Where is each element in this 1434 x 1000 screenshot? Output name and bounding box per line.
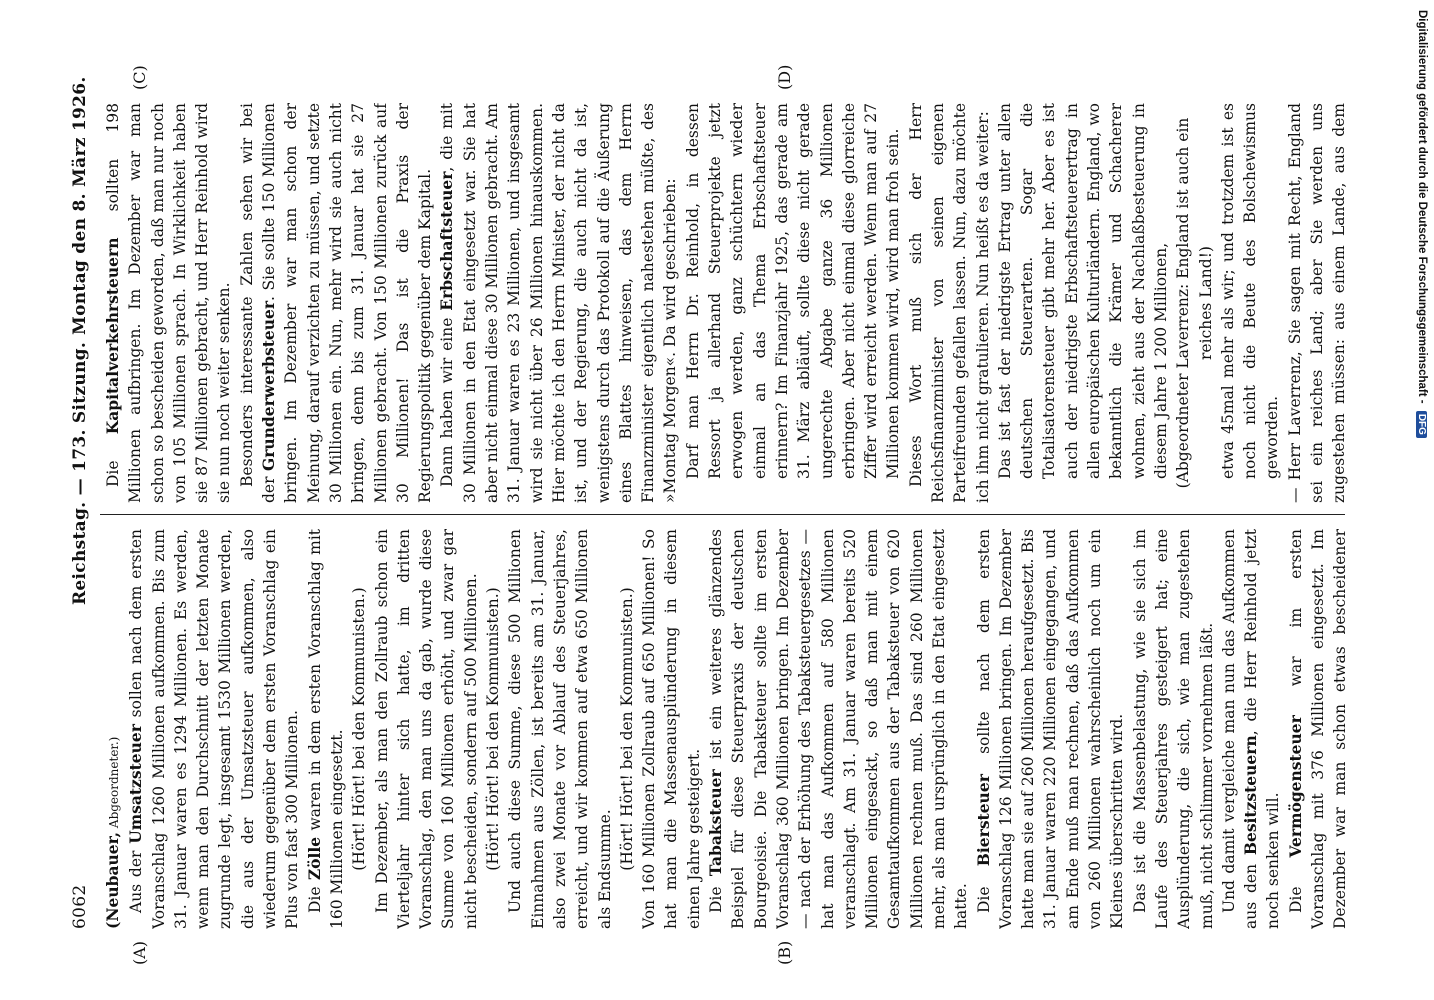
document-page	[70, 64, 1360, 965]
paragraph	[705, 529, 973, 929]
paragraph	[1284, 103, 1352, 503]
interjection	[1172, 103, 1217, 503]
paragraph	[638, 529, 705, 929]
paragraph	[1129, 529, 1218, 929]
paragraph	[905, 103, 994, 503]
text-run: war im ersten Voranschlag mit 376 Millionen eingesetzt. Im Dezember war man schon etwas bescheidener	[1286, 529, 1350, 929]
funding-note-text: Digitalisierung gefördert durch die Deutsche Forschungsgemeinschaft -	[1416, 10, 1428, 404]
text-run: ist ein weiteres glänzendes Beispiel für diese Steuerpraxis der deutschen Bourgeoisie. Die Tabaksteuer sollte im ersten Voranschlag 360 Millionen bringen. Im Dezember — nach der Erhöhung des Tabaksteuergesetzes — hat man das Aufkommen auf 580 Millionen veranschlagt. Am 31. Januar waren bereits 520 Millionen eingesackt, so daß man mit einem Gesamtaufkommen aus der Tabaksteuer von 620 Millionen rechnen muß. Das sind 260 Millionen mehr, als man ursprünglich in den Etat eingesetzt hatte.	[707, 529, 971, 929]
bold-term: Vermögensteuer	[1285, 715, 1305, 858]
paragraph	[1285, 529, 1352, 929]
column-divider	[100, 514, 1345, 515]
page-header	[70, 76, 96, 935]
bold-term: Tabaksteuer	[706, 769, 726, 877]
text-run: , die Herr Reinhold jetzt noch senken will.	[1242, 529, 1283, 929]
text-run: Und auch diese Summe, diese 500 Millionen Einnahmen aus Zöllen, ist bereits am 31. Januar, also zwei Monate vor Ablauf des Steuerjahres, erreicht, und wir kommen auf etwa 650 Millionen als Endsumme.	[506, 529, 614, 929]
interjection	[616, 529, 638, 929]
digitization-sidebar	[1400, 0, 1434, 1000]
text-run: Das ist fast der niedrigste Ertrag unter allen deutschen Steuerarten. Sogar die Totalisatorensteuer gibt mehr her. Aber es ist auch der niedrigste Erbschaftsteuerertrag in allen europäischen Kulturländern. England, wo bekanntlich die Krämer und Schacherer wohnen, zieht aus der Nachlaßbesteuerung in diesem Jahre 1 200 Millionen,	[995, 103, 1170, 479]
paragraph	[102, 529, 125, 929]
paragraph	[304, 529, 349, 929]
paragraph	[236, 103, 437, 503]
text-run: — Herr Laverrenz, Sie sagen mit Recht, England sei ein reiches Land; aber Sie werden uns zugestehen müssen: aus einem Lande, aus dem	[1285, 103, 1349, 503]
bold-term: Erbschaftsteuer	[437, 171, 457, 311]
paragraph	[682, 103, 905, 503]
text-run: (Hört! Hört! bei den Kommunisten.)	[617, 587, 636, 871]
text-run: Die	[104, 434, 122, 487]
text-run: Abgeordneter.)	[107, 736, 121, 832]
text-run: Dieses Wort muß sich der Herr Reichsfinanzminister von seinen eigenen Parteifreunden gefallen lassen. Nun, dazu möchte ich ihm nicht gratulieren. Nun heißt es da weiter:	[906, 103, 992, 503]
text-run: (Hört! Hört! bei den Kommunisten.)	[484, 587, 503, 871]
margin-marker-b: (B)	[775, 940, 794, 965]
bold-term: Kapitalverkehrsteuern	[103, 237, 122, 435]
text-run: sollten 198 Millionen aufbringen. Im Dezember war man schon so bescheiden geworden, daß man nur noch von 105 Millionen sprach. In Wirklichkeit haben sie 87 Millionen gebracht, und Herr Reinhold wird sie nun noch weiter senken.	[104, 103, 234, 503]
paragraph	[102, 103, 236, 503]
paragraph	[436, 103, 681, 503]
text-run: . Sie sollte 150 Millionen bringen. Im Dezember war man schon der Meinung, darauf verzichten zu müssen, und setzte 30 Millionen ein. Nun, mehr wird sie auch nicht bringen, denn bis zum 31. Januar hat sie 27 Millionen gebracht. Von 150 Millionen zurück auf 30 Millionen! Das ist die Praxis der Regierungspolitik gegenüber dem Kapital.	[260, 103, 435, 503]
text-run: Von 160 Millionen Zollraub auf 650 Millionen! So hat man die Massenausplünderung in diesem einen Jahre gesteigert.	[640, 529, 703, 929]
text-run: sollen nach dem ersten Voranschlag 1260 Millionen aufkommen. Bis zum 31. Januar waren es 1294 Millionen. Es werden, wenn man den Durchschnitt der letzten Monate zugrunde legt, insgesamt 1530 Millionen werden, die aus der Umsatzsteuer aufkommen, also wiederum gegenüber dem ersten Voranschlag ein Plus von fast 300 Millionen.	[127, 529, 302, 929]
bold-term: Zölle	[304, 836, 324, 881]
text-run: Die	[1286, 857, 1305, 913]
paragraph	[1218, 529, 1285, 929]
paragraph	[504, 529, 615, 929]
bold-term: Umsatzsteuer	[126, 724, 146, 844]
margin-marker-a: (A)	[130, 940, 149, 965]
dfg-logo: DFG	[1416, 411, 1427, 438]
bold-term: (Neubauer,	[103, 831, 122, 929]
left-text-column	[102, 529, 1352, 929]
text-run: Die	[974, 866, 993, 913]
text-run: , die mit 30 Millionen in den Etat eingesetzt war. Sie hat aber nicht einmal diese 30 Millionen gebracht. Am 31. Januar waren es 23 Millionen, und insgesamt wird sie nicht über 26 Millionen hinauskommen. Hier möchte ich den Herrn Minister, der nicht da ist, und der Regierung, die auch nicht da ist, wenigstens durch das Protokoll auf die Äußerung eines Blattes hinweisen, das dem Herrn Finanzminister eigentlich nahestehen müßte, des »Montag Morgen«. Da wird geschrieben:	[438, 103, 680, 503]
paragraph	[1217, 103, 1284, 503]
text-run: Im Dezember, als man den Zollraub schon ein Vierteljahr hinter sich hatte, im dritten Voranschlag, den man uns da gab, wurde diese Summe von 160 Millionen erhöht, und zwar gar nicht bescheiden, sondern auf 500 Millionen.	[372, 529, 480, 929]
text-run: Darf man Herrn Dr. Reinhold, in dessen Ressort ja allerhand Steuerprojekte jetzt erwogen werden, ganz schüchtern wieder einmal an das Thema Erbschaftsteuer erinnern? Im Finanzjahr 1925, das gerade am 31. März abläuft, sollte diese nicht gerade ungerechte Abgabe ganze 36 Millionen erbringen. Aber nicht einmal diese glorreiche Ziffer wird erreicht werden. Wenn man auf 27 Millionen kommen wird, wird man froh sein.	[683, 103, 903, 479]
text-run: waren in dem ersten Voranschlag mit 160 Millionen eingesetzt.	[305, 529, 346, 929]
interjection	[482, 529, 504, 929]
interjection	[348, 529, 370, 929]
header-title-left: Reichstag. — 173. Sitzung.	[70, 341, 90, 605]
funding-note	[1416, 10, 1428, 438]
text-run: (Abgeordneter Laverrenz: England ist auch ein reiches Land!)	[1174, 117, 1215, 489]
paragraph	[371, 529, 482, 929]
text-run: sollte nach dem ersten Voranschlag 126 Millionen bringen. Im Dezember hatte man sie auf 260 Millionen heraufgesetzt. Bis 31. Januar waren 220 Millionen eingegangen, und am Ende muß man rechnen, daß das Aufkommen von 260 Millionen wahrscheinlich noch um ein Kleines überschritten wird.	[974, 529, 1127, 929]
text-run: Aus der	[127, 843, 146, 913]
paragraph	[994, 103, 1172, 503]
text-run: Besonders interessante Zahlen sehen wir bei der	[237, 103, 279, 503]
bold-term: Biersteuer	[973, 774, 993, 867]
paragraph	[973, 529, 1129, 929]
text-run: Das ist die Massenbelastung, wie sie sich im Laufe des Steuerjahres gesteigert hat; eine Ausplünderung, die sich, wie man zugestehen muß, nicht schlimmer vornehmen läßt.	[1130, 529, 1216, 929]
margin-marker-c: (C)	[130, 65, 149, 90]
header-title-right: Montag den 8. März 1926.	[70, 76, 90, 335]
text-run: Und damit vergleiche man nun das Aufkommen aus den	[1219, 529, 1261, 929]
text-run: Die	[305, 880, 324, 913]
margin-marker-d: (D)	[775, 64, 794, 90]
text-run: Die	[707, 876, 726, 913]
text-run: etwa 45mal mehr als wir; und trotzdem ist es noch nicht die Beute des Bolschewismus geworden.	[1218, 103, 1282, 479]
bold-term: Besitzsteuern	[1241, 735, 1261, 856]
page-number: 6062	[70, 884, 90, 929]
right-text-column	[102, 103, 1352, 503]
text-run: Dann haben wir eine	[438, 310, 457, 487]
bold-term: Grunderwerbsteuer	[259, 300, 279, 472]
text-run: (Hört! Hört! bei den Kommunisten.)	[350, 587, 369, 871]
paragraph	[125, 529, 303, 929]
